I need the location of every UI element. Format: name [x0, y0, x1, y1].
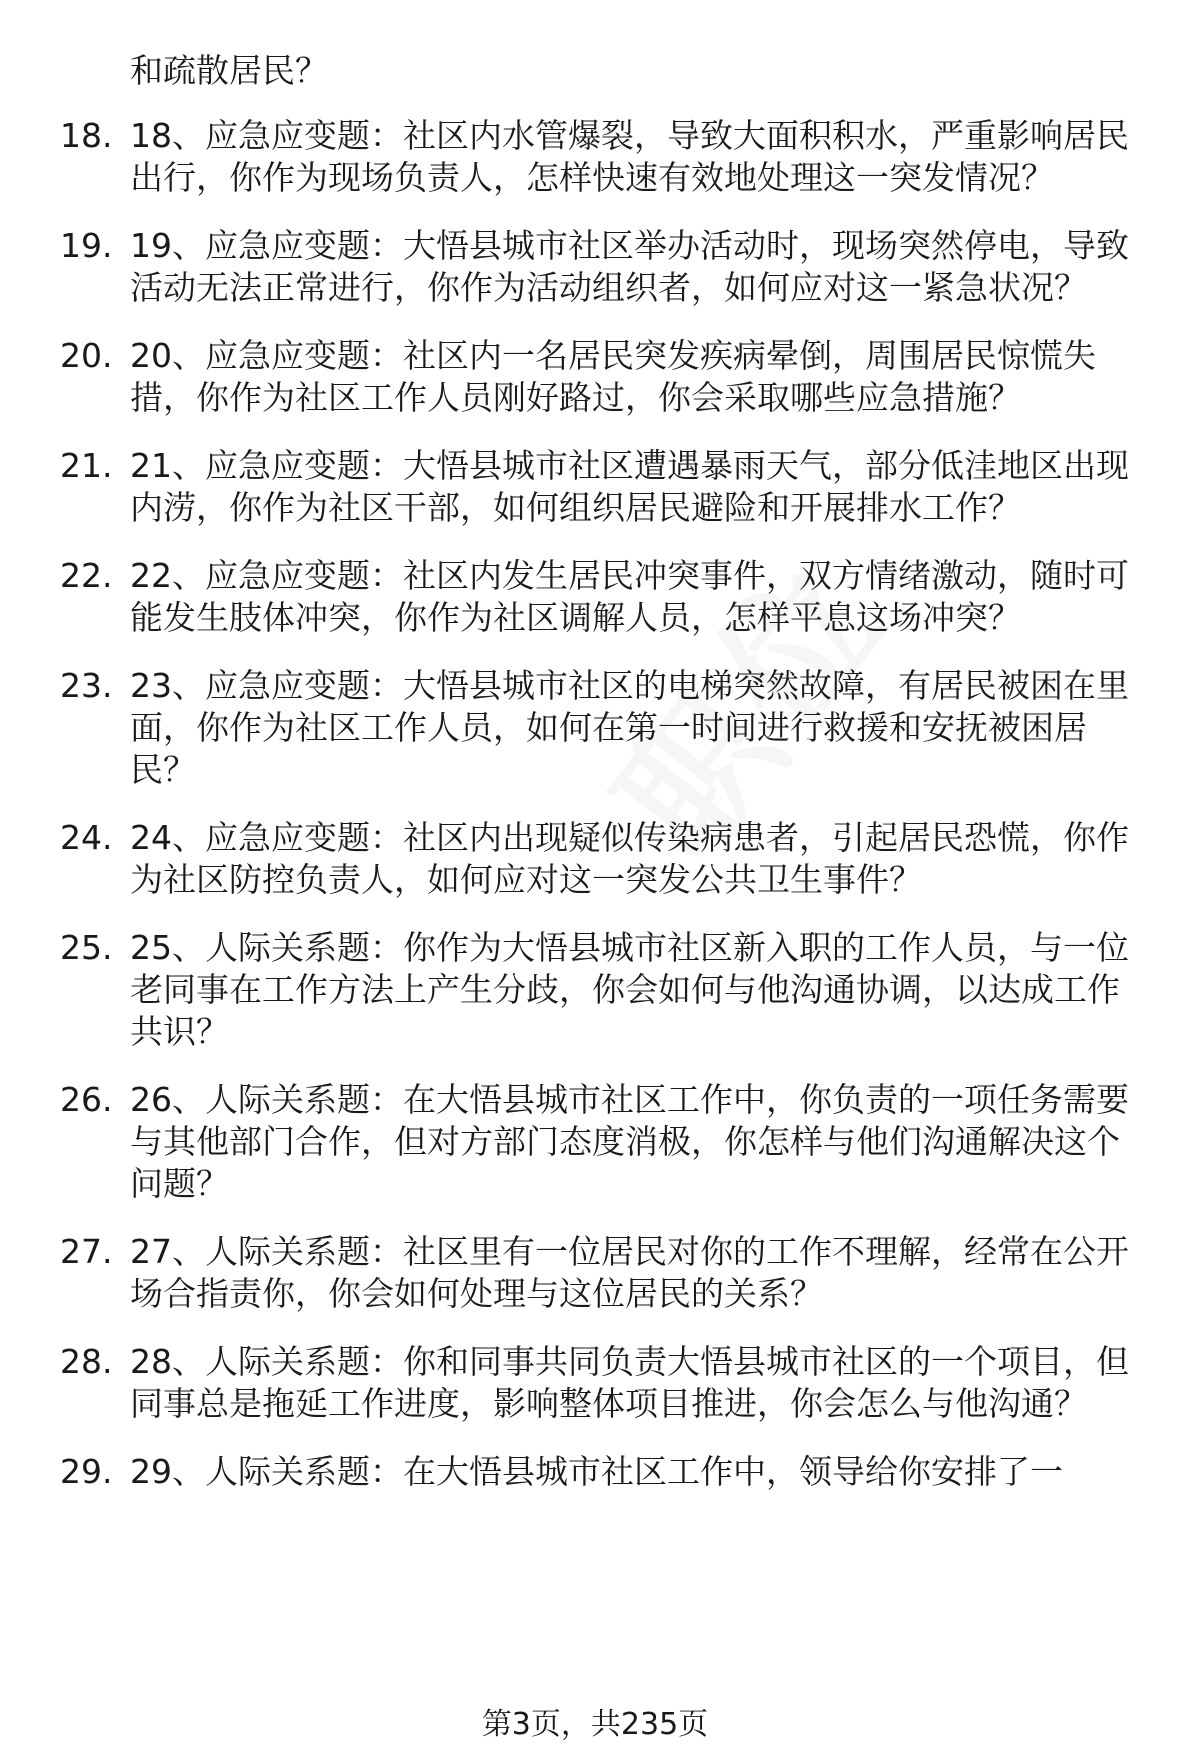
- list-item-number: 22.: [60, 556, 113, 595]
- list-item-number: 19.: [60, 226, 113, 265]
- list-item: [0, 225, 1190, 309]
- list-item-text: 23、应急应变题：大悟县城市社区的电梯突然故障，有居民被困在里面，你作为社区工作人员，如何在第一时间进行救援和安抚被困居民？: [130, 666, 1129, 789]
- list-item: [0, 1079, 1190, 1205]
- list-item-number: 26.: [60, 1080, 113, 1119]
- list-item: [0, 817, 1190, 901]
- list-item-text: 28、人际关系题：你和同事共同负责大悟县城市社区的一个项目，但同事总是拖延工作进度，影响整体项目推进，你会怎么与他沟通？: [130, 1342, 1129, 1423]
- list-item-number: 24.: [60, 818, 113, 857]
- list-item-text: 24、应急应变题：社区内出现疑似传染病患者，引起居民恐慌，你作为社区防控负责人，如何应对这一突发公共卫生事件？: [130, 818, 1129, 899]
- list-item-number: 21.: [60, 446, 113, 485]
- list-item: [0, 335, 1190, 419]
- list-item-number: 27.: [60, 1232, 113, 1271]
- list-item-text: 19、应急应变题：大悟县城市社区举办活动时，现场突然停电，导致活动无法正常进行，你作为活动组织者，如何应对这一紧急状况？: [130, 226, 1129, 307]
- list-item-text: 20、应急应变题：社区内一名居民突发疾病晕倒，周围居民惊慌失措，你作为社区工作人员刚好路过，你会采取哪些应急措施？: [130, 336, 1096, 417]
- list-item: [0, 665, 1190, 791]
- list-item: [0, 115, 1190, 199]
- page-footer: 第3页，共235页: [481, 1707, 709, 1742]
- list-item-number: 18.: [60, 116, 113, 155]
- list-item-text: 27、人际关系题：社区里有一位居民对你的工作不理解，经常在公开场合指责你，你会如何处理与这位居民的关系？: [130, 1232, 1129, 1313]
- continuation-text: 和疏散居民？: [130, 51, 328, 90]
- list-item-number: 28.: [60, 1342, 113, 1381]
- list-item-text: 18、应急应变题：社区内水管爆裂，导致大面积积水，严重影响居民出行，你作为现场负责人，怎样快速有效地处理这一突发情况？: [130, 116, 1129, 197]
- question-list: [0, 115, 1190, 1519]
- list-item: [0, 1451, 1190, 1493]
- list-item-number: 29.: [60, 1452, 113, 1491]
- list-item: [0, 1341, 1190, 1425]
- list-item-number: 20.: [60, 336, 113, 375]
- list-item-text: 21、应急应变题：大悟县城市社区遭遇暴雨天气，部分低洼地区出现内涝，你作为社区干部，如何组织居民避险和开展排水工作？: [130, 446, 1129, 527]
- list-item-text: 29、人际关系题：在大悟县城市社区工作中，领导给你安排了一: [130, 1452, 1063, 1491]
- list-item: [0, 1231, 1190, 1315]
- list-item-text: 26、人际关系题：在大悟县城市社区工作中，你负责的一项任务需要与其他部门合作，但对方部门态度消极，你怎样与他们沟通解决这个问题？: [130, 1080, 1129, 1203]
- list-item-text: 22、应急应变题：社区内发生居民冲突事件，双方情绪激动，随时可能发生肢体冲突，你作为社区调解人员，怎样平息这场冲突？: [130, 556, 1129, 637]
- list-item: [0, 555, 1190, 639]
- list-item-text: 25、人际关系题：你作为大悟县城市社区新入职的工作人员，与一位老同事在工作方法上产生分歧，你会如何与他沟通协调，以达成工作共识？: [130, 928, 1129, 1051]
- list-item-number: 23.: [60, 666, 113, 705]
- list-item: [0, 445, 1190, 529]
- list-item-number: 25.: [60, 928, 113, 967]
- list-item: [0, 927, 1190, 1053]
